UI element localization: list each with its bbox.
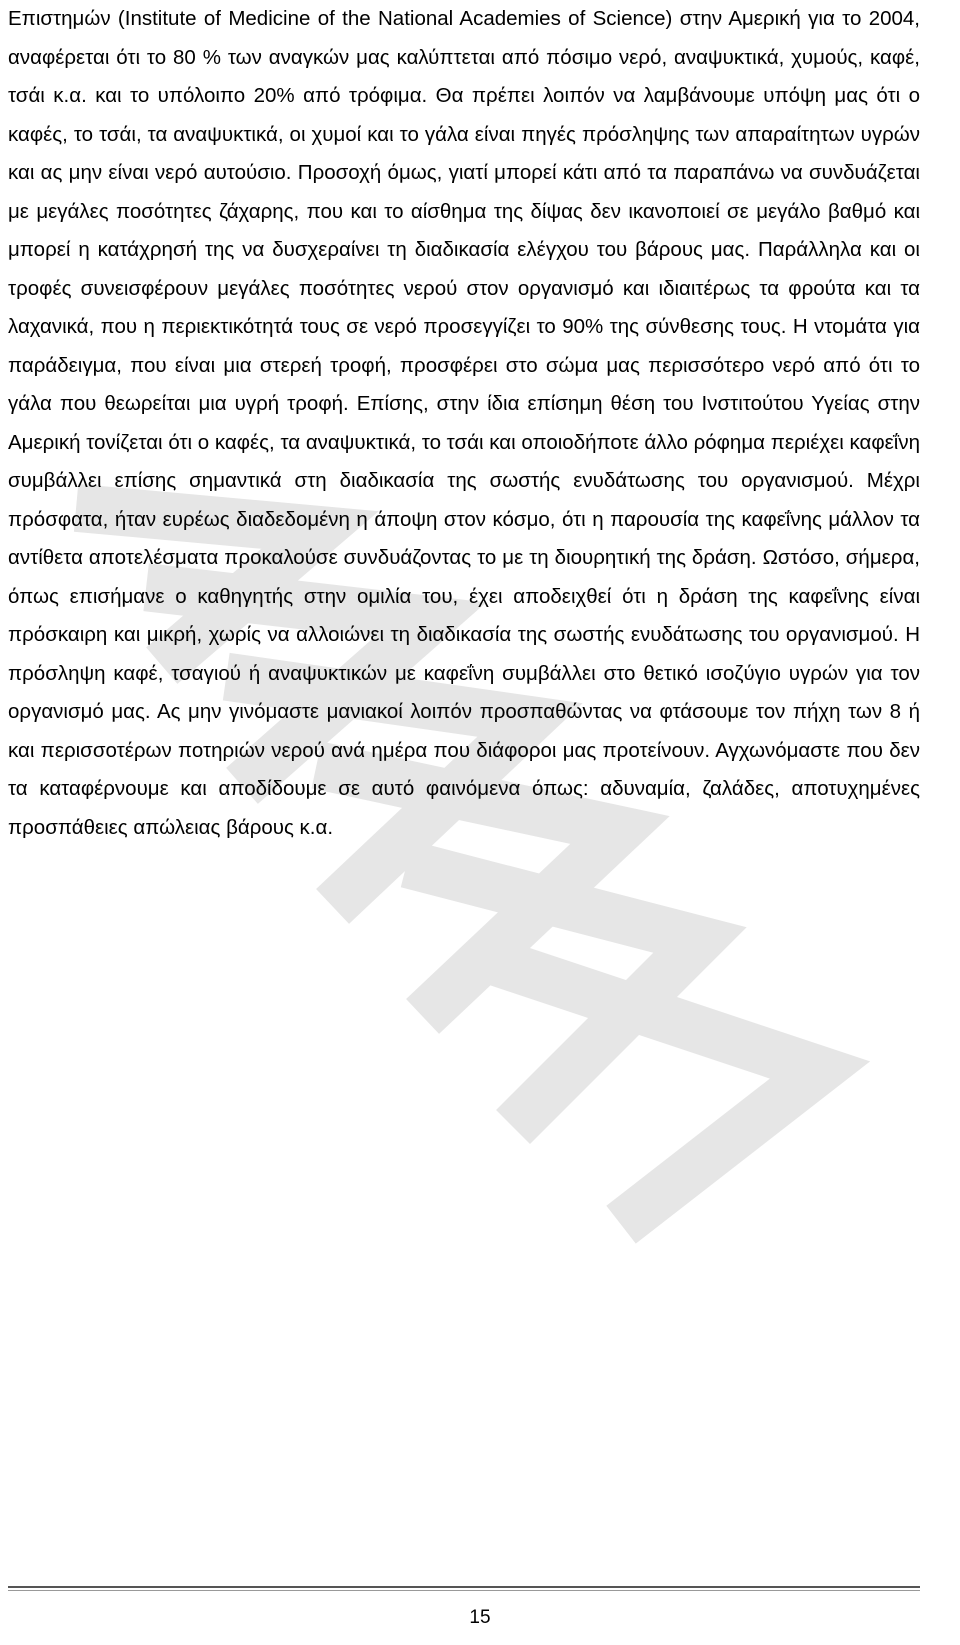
watermark-stroke	[520, 970, 820, 1210]
page-number: 15	[469, 1607, 491, 1628]
footer-divider	[8, 1586, 920, 1588]
document-body	[8, 0, 920, 847]
body-paragraph: Επιστημών (Institute of Medicine of the National Academies of Science) στην Αμερική για το 2004, αναφέρεται ότι το 80 % των αναγκών μας καλύπτεται από πόσιμο νερό, αναψυκτικά, χυμούς, καφέ, τσάι κ.α. και το υπόλοιπο 20% από τρόφιμα. Θα πρέπει λοιπόν να λαμβάνουμε υπόψη μας ότι ο καφές, το τσάι, τα αναψυκτικά, οι χυμοί και το γάλα είναι πηγές πρόσληψης των απαραίτητων υγρών και ας μην είναι νερό αυτούσιο. Προσοχή όμως, γιατί μπορεί κάτι από τα παραπάνω να συνδυάζεται με μεγάλες ποσότητες ζάχαρης, που και το αίσθημα της δίψας δεν ικανοποιεί σε μεγάλο βαθμό και μπορεί η κατάχρησή της να δυσχεραίνει τη διαδικασία ελέγχου του βάρους μας. Παράλληλα και οι τροφές συνεισφέρουν μεγάλες ποσότητες νερού στον οργανισμό και ιδιαιτέρως τα φρούτα και τα λαχανικά, που η περιεκτικότητά τους σε νερό προσεγγίζει το 90% της σύνθεσης τους. Η ντομάτα για παράδειγμα, που είναι μια στερεή τροφή, προσφέρει στο σώμα μας περισσότερο νερό από ότι το γάλα που θεωρείται μια υγρή τροφή. Επίσης, στην ίδια επίσημη θέση του Ινστιτούτου Υγείας στην Αμερική τονίζεται ότι ο καφές, τα αναψυκτικά, το τσάι και οποιοδήποτε άλλο ρόφημα περιέχει καφεΐνη συμβάλλει επίσης σημαντικά στη διαδικασία της σωστής ενυδάτωσης του οργανισμού. Μέχρι πρόσφατα, ήταν ευρέως διαδεδομένη η άποψη στον κόσμο, ότι η παρουσία της καφεΐνης μάλλον τα αντίθετα αποτελέσματα προκαλούσε συνδυάζοντας το με τη διουρητική της δράση. Ωστόσο, σήμερα, όπως επισήμανε ο καθηγητής στην ομιλία του, έχει αποδειχθεί ότι η δράση της καφεΐνης είναι πρόσκαιρη και μικρή, χωρίς να αλλοιώνει τη διαδικασία της σωστής ενυδάτωσης του οργανισμού. Η πρόσληψη καφέ, τσαγιού ή αναψυκτικών με καφεΐνη συμβάλλει στο θετικό ισοζύγιο υγρών για τον οργανισμό μας. Ας μην γινόμαστε μανιακοί λοιπόν προσπαθώντας να φτάσουμε τον πήχη των 8 ή και περισσοτέρων ποτηριών νερού ανά ημέρα που διάφοροι μας προτείνουν. Αγχωνόμαστε που δεν τα καταφέρνουμε και αποδίδουμε σε αυτό φαινόμενα όπως: αδυναμία, ζαλάδες, αποτυχημένες προσπάθειες απώλειας βάρους κ.α.	[8, 7, 920, 839]
watermark-stroke	[430, 870, 700, 1110]
